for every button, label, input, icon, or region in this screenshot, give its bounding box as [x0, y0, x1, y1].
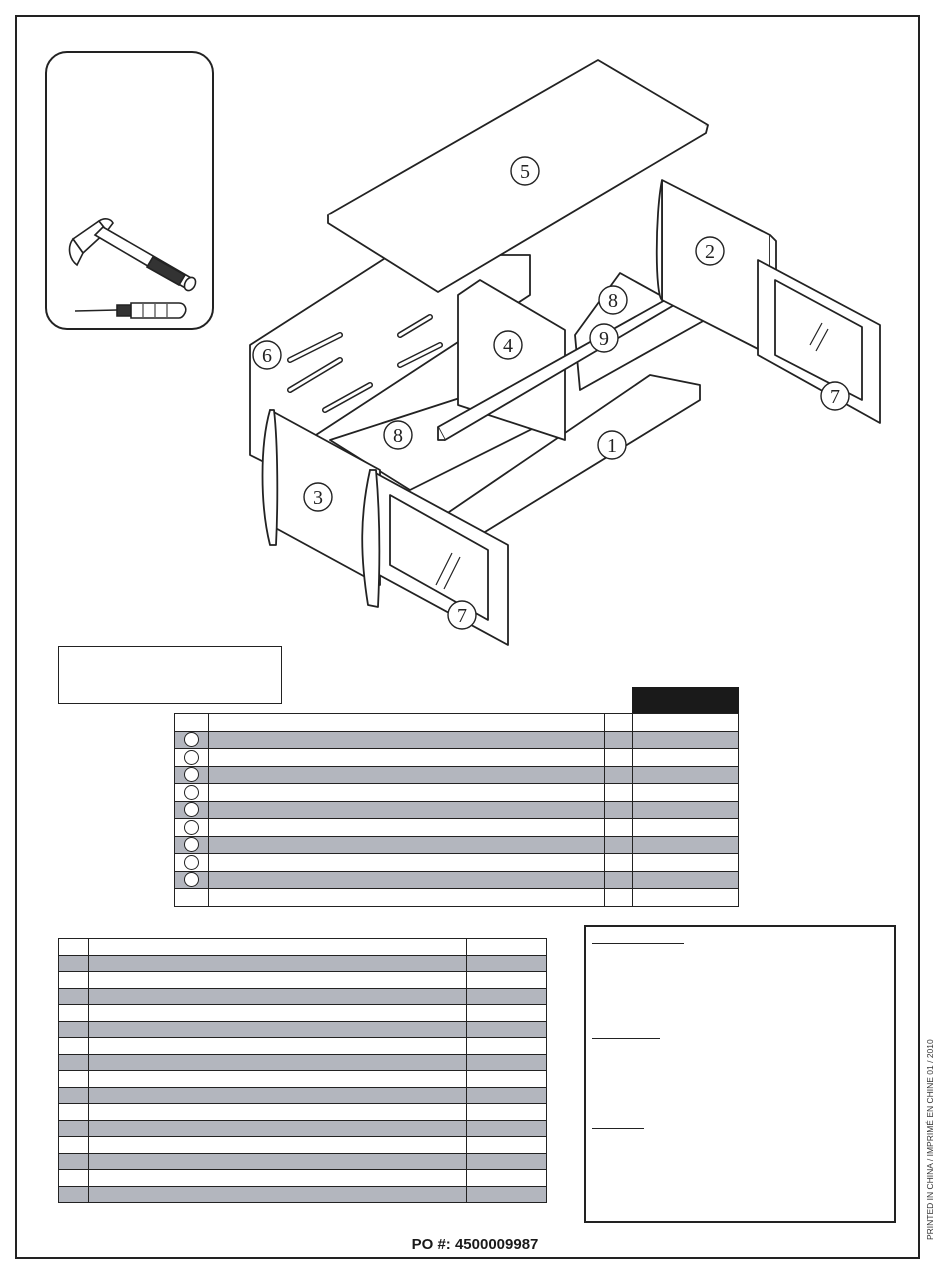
svg-text:1: 1	[607, 435, 617, 457]
part-label-2	[696, 237, 724, 265]
part-label-1	[598, 431, 626, 459]
table-row	[59, 1170, 547, 1187]
notes-box	[584, 925, 896, 1223]
po-number: PO #: 4500009987	[411, 1236, 539, 1253]
checkbox-circle[interactable]	[184, 750, 199, 765]
checkbox-circle[interactable]	[184, 837, 199, 852]
table-row	[175, 854, 739, 872]
table-header-row	[175, 714, 739, 732]
parts-list-table	[174, 713, 739, 907]
table-row	[175, 766, 739, 784]
part-label-6	[253, 341, 281, 369]
table-row	[59, 1104, 547, 1121]
table-row	[59, 1186, 547, 1203]
table-row	[59, 1021, 547, 1038]
checkbox-circle[interactable]	[184, 820, 199, 835]
table-row	[59, 988, 547, 1005]
exploded-assembly-diagram	[230, 55, 910, 655]
svg-text:8: 8	[608, 290, 618, 312]
svg-text:2: 2	[705, 241, 715, 263]
checkbox-circle[interactable]	[184, 872, 199, 887]
checkbox-circle[interactable]	[184, 732, 199, 747]
svg-text:9: 9	[599, 328, 609, 350]
part-label-8-upper	[599, 286, 627, 314]
table-row	[175, 889, 739, 907]
screwdriver-icon	[75, 303, 186, 318]
svg-text:4: 4	[503, 335, 513, 357]
checkbox-circle[interactable]	[184, 767, 199, 782]
table-row	[59, 955, 547, 972]
svg-text:8: 8	[393, 425, 403, 447]
checkbox-circle[interactable]	[184, 785, 199, 800]
note-heading-line	[592, 1128, 644, 1129]
hammer-icon	[70, 219, 198, 293]
part-label-4	[494, 331, 522, 359]
svg-text:5: 5	[520, 161, 530, 183]
hardware-list-table	[58, 938, 547, 1203]
svg-text:7: 7	[830, 386, 840, 408]
table-row	[59, 1054, 547, 1071]
table-row	[175, 801, 739, 819]
table-row	[59, 1038, 547, 1055]
table-row	[59, 1120, 547, 1137]
table-row	[175, 819, 739, 837]
tools-required-box	[45, 51, 214, 330]
part-label-7-right	[821, 382, 849, 410]
table-row	[59, 1005, 547, 1022]
table-row	[59, 1137, 547, 1154]
part-label-8-lower	[384, 421, 412, 449]
svg-text:7: 7	[457, 605, 467, 627]
table-row	[59, 1087, 547, 1104]
table-row	[175, 836, 739, 854]
table-row	[59, 1153, 547, 1170]
table-row	[175, 871, 739, 889]
checkbox-circle[interactable]	[184, 855, 199, 870]
svg-text:3: 3	[313, 487, 323, 509]
note-heading-line	[592, 1038, 660, 1039]
table-row	[175, 784, 739, 802]
table-row	[59, 972, 547, 989]
table-dark-header	[632, 687, 739, 714]
part-label-9	[590, 324, 618, 352]
part-label-5	[511, 157, 539, 185]
table-header-row	[59, 939, 547, 956]
note-heading-line	[592, 943, 684, 944]
printed-in-note: PRINTED IN CHINA / IMPRIMÉ EN CHINE 01 / 2010	[925, 1039, 935, 1240]
checkbox-circle[interactable]	[184, 802, 199, 817]
table-row	[175, 731, 739, 749]
part-label-7-left	[448, 601, 476, 629]
svg-text:6: 6	[262, 345, 272, 367]
part-label-3	[304, 483, 332, 511]
blank-label-box	[58, 646, 282, 704]
table-row	[175, 749, 739, 767]
table-row	[59, 1071, 547, 1088]
